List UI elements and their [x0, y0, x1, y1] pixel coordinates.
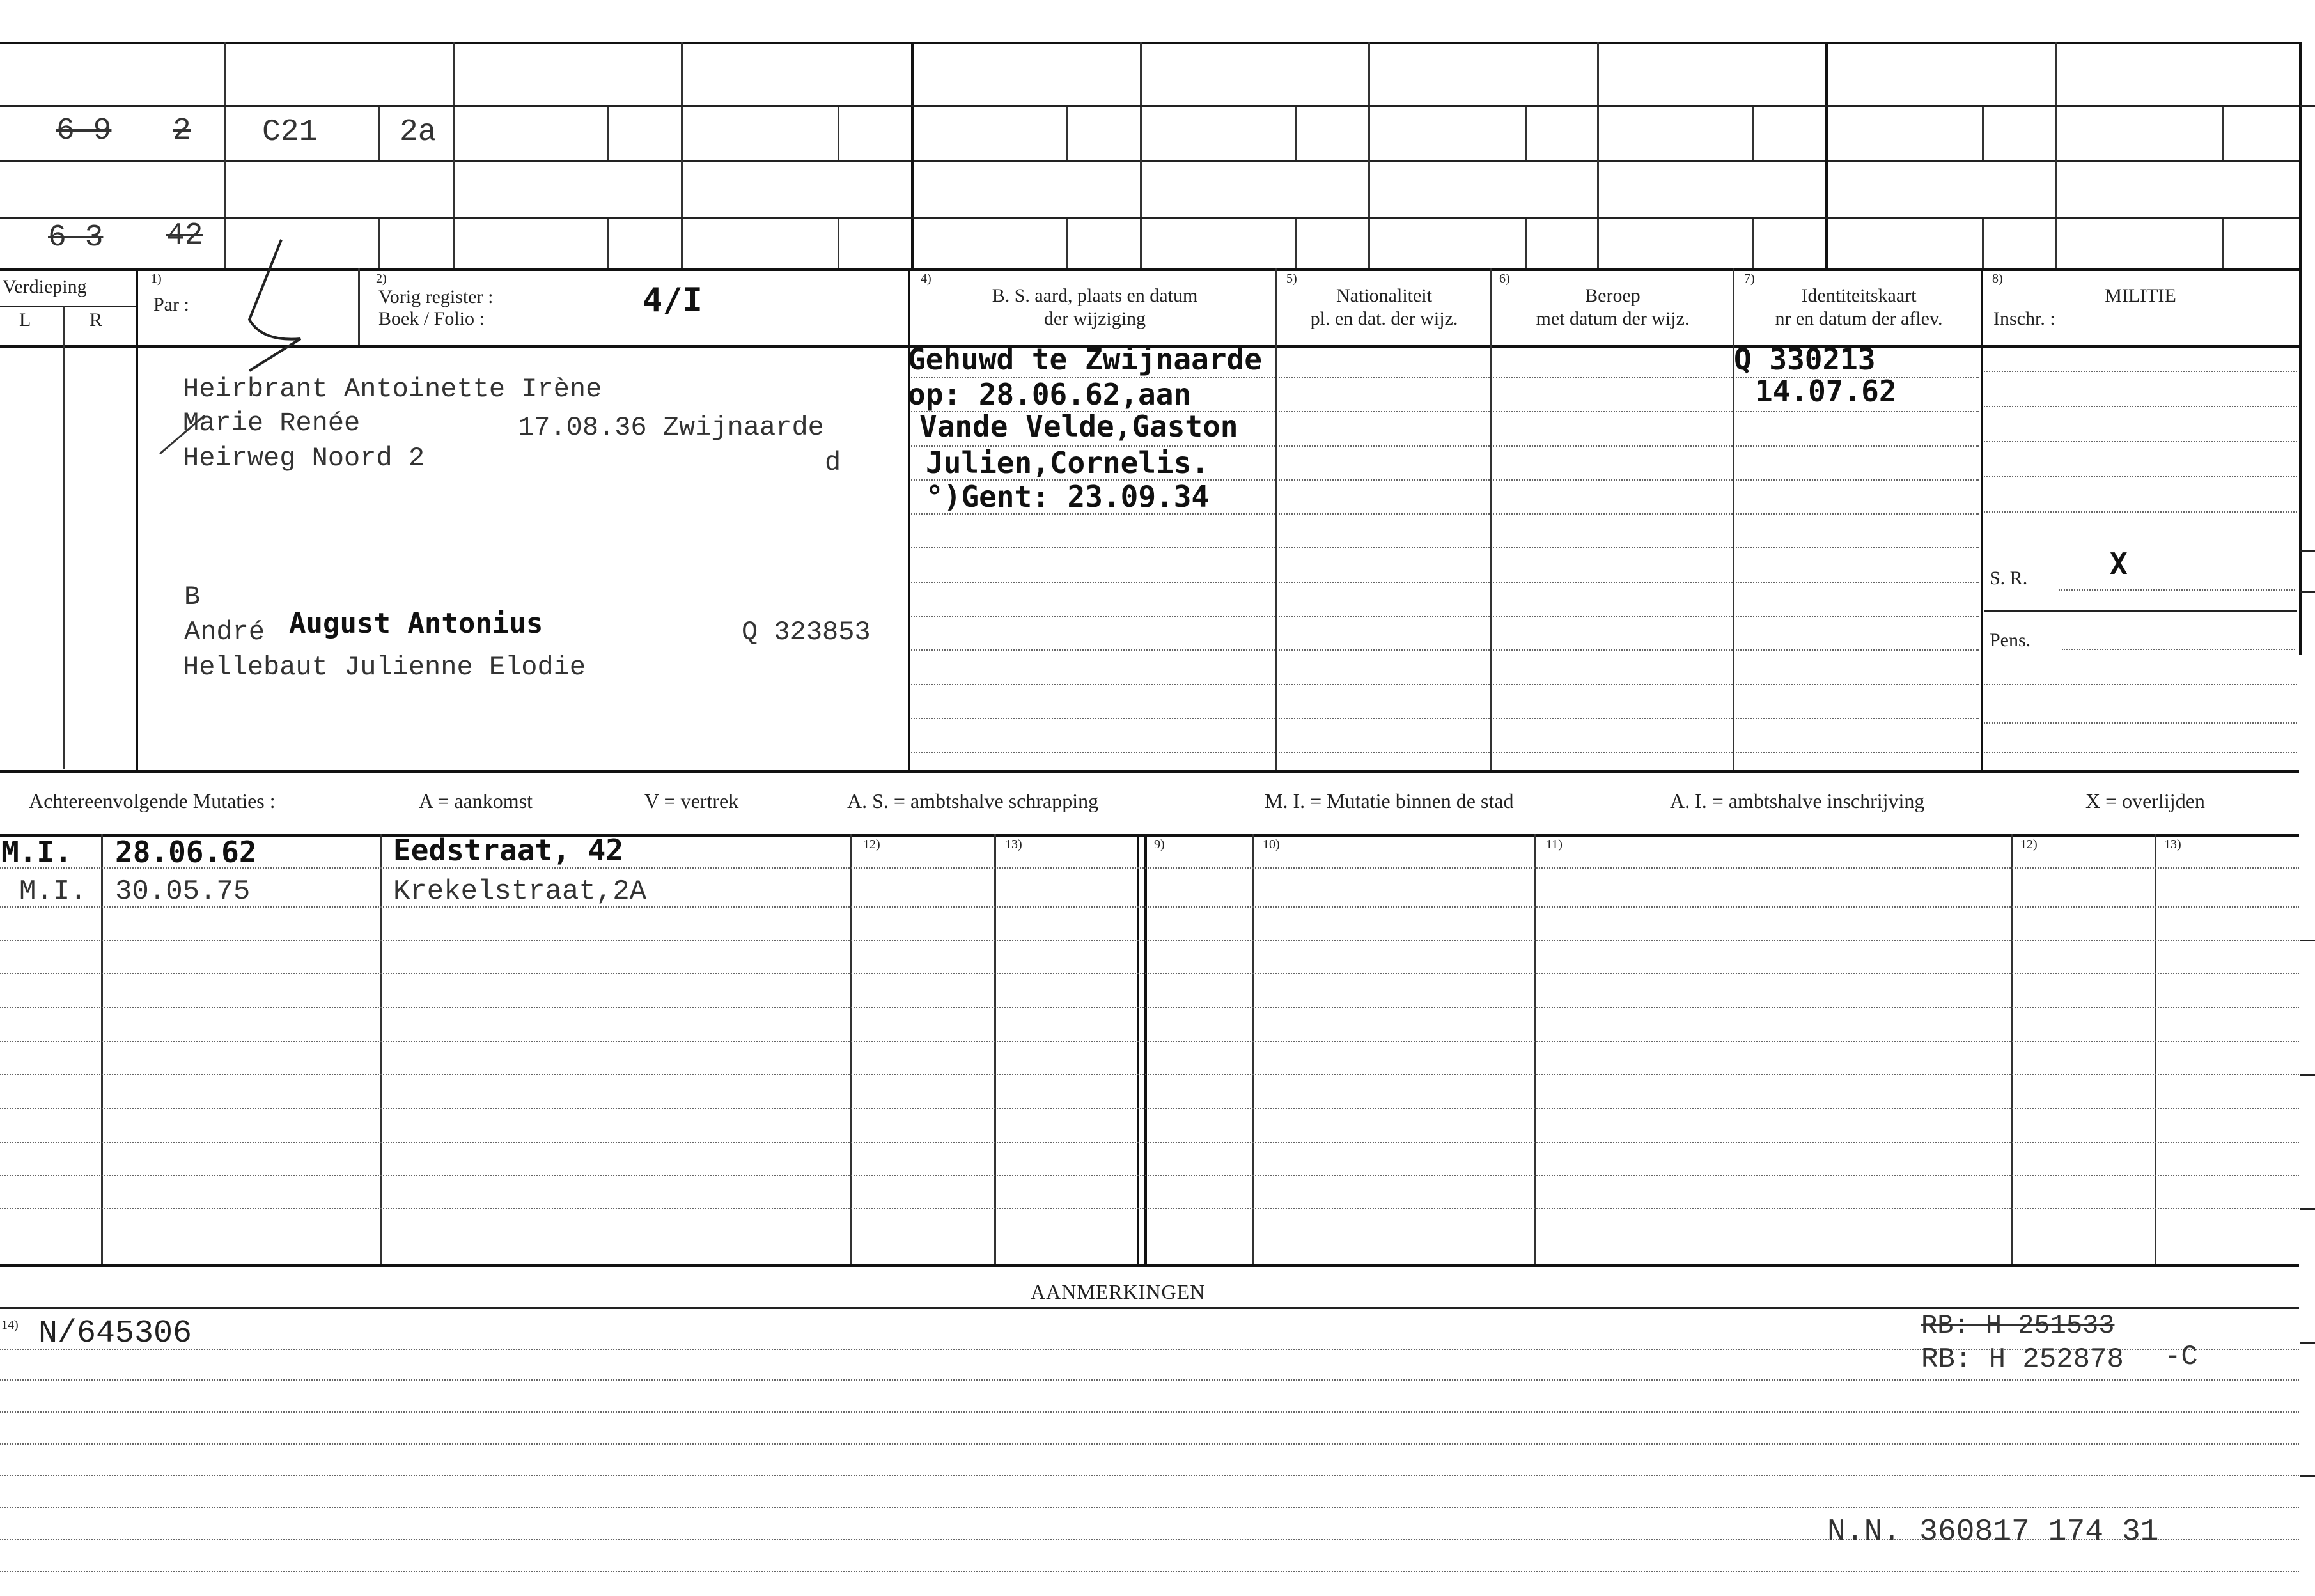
- handwritten-mark-icon: [237, 236, 313, 377]
- code-6-3: 6 3: [48, 221, 104, 255]
- legend-a: A = aankomst: [419, 789, 533, 812]
- remarks-ref: N/645306: [38, 1315, 192, 1352]
- rb-new: RB: H 252878: [1921, 1344, 2124, 1375]
- bs-entry-2: op: 28.06.62,aan: [908, 377, 1192, 412]
- father-id: Q 323853: [742, 617, 871, 647]
- nat-header-2: pl. en dat. der wijz.: [1310, 308, 1458, 329]
- col-num-10: 10): [1263, 837, 1280, 851]
- bs-entry-1: Gehuwd te Zwijnaarde: [908, 342, 1262, 376]
- nat-header-1: Nationaliteit: [1336, 285, 1432, 306]
- legend-v: V = vertrek: [644, 789, 739, 812]
- remarks-title: AANMERKINGEN: [1031, 1280, 1206, 1303]
- sr-label: S. R.: [1990, 568, 2028, 589]
- legend-title: Achtereenvolgende Mutaties :: [29, 789, 276, 812]
- mutation-2-type: M.I.: [19, 876, 87, 908]
- legend-ai: A. I. = ambtshalve inschrijving: [1670, 789, 1925, 812]
- vorig-register-label: Vorig register :: [378, 286, 494, 307]
- beroep-header-1: Beroep: [1585, 285, 1641, 306]
- code-42: 42: [166, 219, 203, 253]
- note-1: 1): [151, 272, 162, 286]
- bs-entry-4: Julien,Cornelis.: [926, 445, 1210, 480]
- handwritten-stroke-icon: [153, 409, 211, 460]
- person-name-line2: Marie Renée: [183, 408, 361, 438]
- id-card-number: Q 330213: [1734, 342, 1876, 376]
- col-num-9: 9): [1154, 837, 1165, 851]
- note-8: 8): [1992, 272, 2003, 286]
- col-num-11: 11): [1546, 837, 1563, 851]
- inschr-label: Inschr. :: [1993, 308, 2055, 329]
- mutation-2-date: 30.05.75: [115, 876, 251, 908]
- id-header-1: Identiteitskaart: [1801, 285, 1917, 306]
- mutation-2-address: Krekelstraat,2A: [393, 876, 647, 908]
- note-5: 5): [1286, 272, 1297, 286]
- note-14: 14): [1, 1318, 19, 1332]
- col-r-label: R: [90, 309, 103, 330]
- vorig-register-value: 4/I: [643, 281, 703, 320]
- pens-label: Pens.: [1990, 630, 2031, 651]
- note-6: 6): [1499, 272, 1510, 286]
- bs-header-1: B. S. aard, plaats en datum: [992, 285, 1198, 306]
- par-label: Par :: [153, 294, 189, 315]
- mutation-1-address: Eedstraat, 42: [393, 833, 624, 867]
- col-num-13a: 13): [1005, 837, 1022, 851]
- national-number: N.N. 360817 174 31: [1827, 1515, 2159, 1549]
- legend-as: A. S. = ambtshalve schrapping: [847, 789, 1099, 812]
- col-l-label: L: [19, 309, 31, 330]
- col-num-13b: 13): [2164, 837, 2181, 851]
- sr-value: X: [2110, 546, 2128, 581]
- col-num-12a: 12): [863, 837, 880, 851]
- rb-old: RB: H 251533: [1921, 1310, 2115, 1341]
- col-num-12b: 12): [2020, 837, 2038, 851]
- code-c21: C21: [262, 115, 318, 150]
- id-header-2: nr en datum der aflev.: [1775, 308, 1943, 329]
- person-d-mark: d: [825, 447, 841, 478]
- mutation-1-type: M.I.: [1, 835, 72, 869]
- legend-x: X = overlijden: [2085, 789, 2205, 812]
- legend-mi: M. I. = Mutatie binnen de stad: [1265, 789, 1514, 812]
- rb-suffix: -C: [2164, 1341, 2198, 1373]
- person-name-line1: Heirbrant Antoinette Irène: [183, 374, 602, 405]
- code-2a: 2a: [400, 115, 437, 150]
- id-card-date: 14.07.62: [1755, 374, 1897, 408]
- bs-entry-3: Vande Velde,Gaston: [919, 409, 1238, 444]
- mutation-1-date: 28.06.62: [115, 835, 257, 869]
- bs-header-2: der wijziging: [1043, 308, 1146, 329]
- code-2: 2: [173, 114, 191, 148]
- verdieping-label: Verdieping: [3, 276, 87, 297]
- note-2: 2): [376, 272, 387, 286]
- note-7: 7): [1744, 272, 1755, 286]
- person-birth: 17.08.36 Zwijnaarde: [518, 412, 824, 443]
- militie-header: MILITIE: [2105, 285, 2176, 306]
- boek-folio-label: Boek / Folio :: [378, 308, 485, 329]
- father-names: August Antonius: [289, 607, 543, 640]
- code-6-9: 6 9: [56, 114, 112, 148]
- beroep-header-2: met datum der wijz.: [1536, 308, 1690, 329]
- person-b-mark: B: [184, 582, 201, 612]
- bs-entry-5: °)Gent: 23.09.34: [926, 479, 1210, 514]
- father-first: André: [184, 617, 265, 647]
- note-4: 4): [921, 272, 931, 286]
- mother-name: Hellebaut Julienne Elodie: [183, 652, 586, 683]
- person-address: Heirweg Noord 2: [183, 443, 425, 474]
